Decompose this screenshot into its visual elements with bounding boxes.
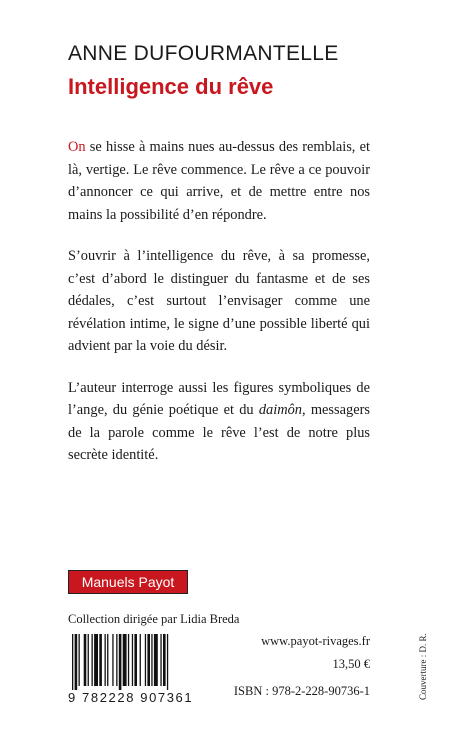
series-label: Manuels Payot (68, 570, 188, 594)
author-name: ANNE DUFOURMANTELLE (68, 42, 339, 65)
price: 13,50 € (332, 657, 370, 671)
cover-credit: Couverture : D. R. (418, 633, 428, 700)
paragraph-3 (68, 377, 370, 467)
barcode-digits: 9 782228 907361 (68, 690, 194, 705)
paragraph-1-text: se hisse à mains nues au-dessus des remblais, et là, vertige. Le rêve commence. Le rêve a ce pouvoir d’annoncer ce qui arrive, et de mettre entre nos mains la possibilité d’en répondre. (68, 139, 370, 223)
paragraph-3-italic: daimôn (258, 402, 303, 418)
paragraph-2: S’ouvrir à l’intelligence du rêve, à sa promesse, c’est d’abord le distinguer du fantasme et de ses dédales, c’est surtout l’envisager comme une révélation intime, le signe d’une possible liberté qui advient par la voie du désir. (68, 248, 370, 354)
paragraph-3-text-a: L’auteur interroge aussi les figures symboliques de l’ange, du génie poétique et du (68, 379, 370, 418)
drop-cap: On (68, 139, 86, 155)
book-title: Intelligence du rêve (68, 74, 274, 99)
collection-director: Collection dirigée par Lidia Breda (68, 612, 240, 626)
paragraph-1 (68, 136, 370, 226)
back-cover-text (68, 136, 370, 486)
isbn: ISBN : 978-2-228-90736-1 (233, 684, 370, 698)
barcode-bars (68, 634, 220, 690)
paragraph-3-text-b: , messagers de la parole comme le rêve l’est de notre plus secrète identité. (68, 402, 370, 463)
publisher-website: www.payot-rivages.fr (261, 634, 370, 648)
